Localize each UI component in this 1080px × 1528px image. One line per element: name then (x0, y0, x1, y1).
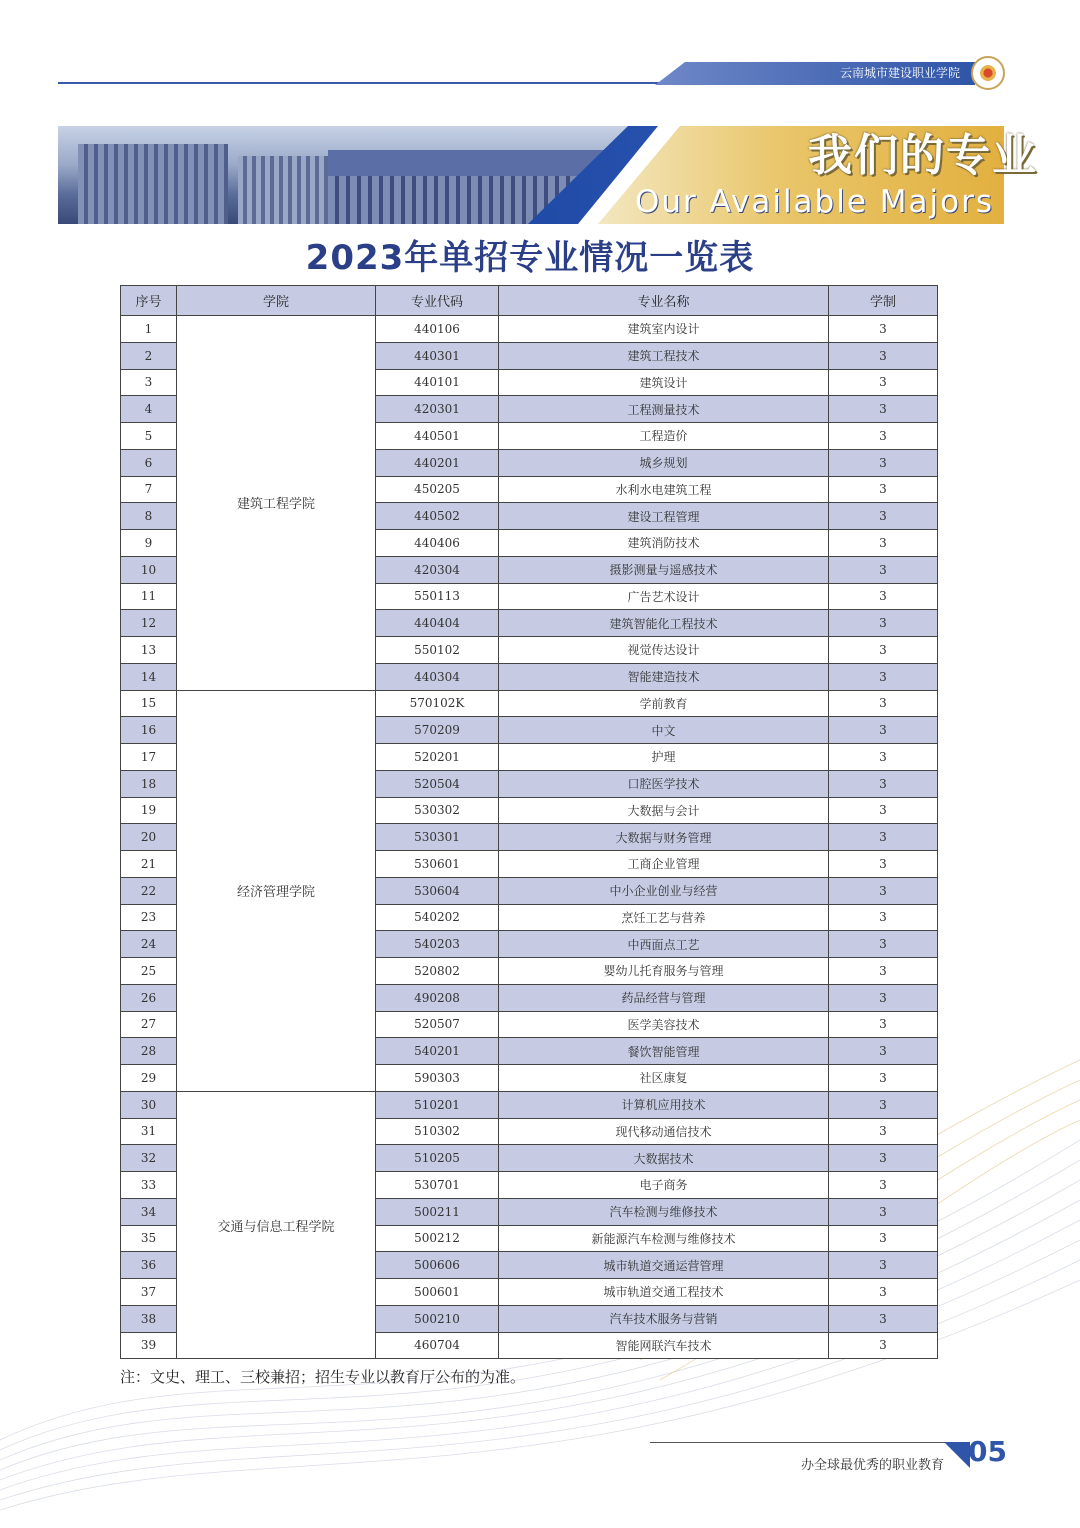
cell-major: 建筑设计 (499, 369, 829, 396)
cell-code: 510205 (376, 1145, 499, 1172)
cell-index: 30 (121, 1091, 177, 1118)
cell-duration: 3 (829, 931, 938, 958)
cell-index: 20 (121, 824, 177, 851)
cell-college: 经济管理学院 (177, 690, 376, 1091)
cell-index: 36 (121, 1252, 177, 1279)
cell-code: 510201 (376, 1091, 499, 1118)
college-logo-icon (971, 56, 1005, 90)
cell-major: 摄影测量与遥感技术 (499, 556, 829, 583)
cell-index: 32 (121, 1145, 177, 1172)
majors-table (120, 285, 938, 1359)
cell-major: 新能源汽车检测与维修技术 (499, 1225, 829, 1252)
cell-duration: 3 (829, 556, 938, 583)
banner-title-en: Our Available Majors (634, 184, 994, 220)
table-row (121, 1091, 938, 1118)
cell-major: 大数据与会计 (499, 797, 829, 824)
cell-major: 电子商务 (499, 1172, 829, 1199)
cell-code: 500212 (376, 1225, 499, 1252)
cell-index: 25 (121, 958, 177, 985)
cell-code: 440304 (376, 663, 499, 690)
cell-code: 440404 (376, 610, 499, 637)
banner (58, 126, 1038, 224)
cell-code: 500210 (376, 1305, 499, 1332)
header-cell-major: 专业名称 (499, 286, 829, 316)
cell-duration: 3 (829, 342, 938, 369)
cell-code: 540202 (376, 904, 499, 931)
cell-major: 大数据技术 (499, 1145, 829, 1172)
cell-major: 智能网联汽车技术 (499, 1332, 829, 1359)
page-number: 05 (968, 1435, 1007, 1468)
cell-duration: 3 (829, 1172, 938, 1199)
cell-duration: 3 (829, 610, 938, 637)
cell-major: 烹饪工艺与营养 (499, 904, 829, 931)
cell-index: 18 (121, 770, 177, 797)
page-title: 2023年单招专业情况一览表 (305, 238, 755, 278)
cell-index: 31 (121, 1118, 177, 1145)
table-row (121, 690, 938, 717)
cell-index: 34 (121, 1198, 177, 1225)
cell-index: 14 (121, 663, 177, 690)
cell-duration: 3 (829, 1332, 938, 1359)
cell-duration: 3 (829, 744, 938, 771)
cell-duration: 3 (829, 396, 938, 423)
cell-duration: 3 (829, 1198, 938, 1225)
cell-duration: 3 (829, 530, 938, 557)
cell-major: 药品经营与管理 (499, 984, 829, 1011)
cell-index: 9 (121, 530, 177, 557)
cell-code: 460704 (376, 1332, 499, 1359)
cell-major: 广告艺术设计 (499, 583, 829, 610)
cell-duration: 3 (829, 1279, 938, 1306)
cell-index: 39 (121, 1332, 177, 1359)
cell-duration: 3 (829, 851, 938, 878)
cell-duration: 3 (829, 1038, 938, 1065)
cell-major: 建筑消防技术 (499, 530, 829, 557)
cell-index: 23 (121, 904, 177, 931)
cell-major: 工商企业管理 (499, 851, 829, 878)
cell-duration: 3 (829, 770, 938, 797)
cell-index: 24 (121, 931, 177, 958)
table-row (121, 316, 938, 343)
cell-duration: 3 (829, 984, 938, 1011)
cell-duration: 3 (829, 904, 938, 931)
header-cell-code: 专业代码 (376, 286, 499, 316)
cell-code: 530302 (376, 797, 499, 824)
cell-index: 13 (121, 637, 177, 664)
header-rule (58, 82, 678, 84)
cell-index: 6 (121, 449, 177, 476)
cell-major: 城乡规划 (499, 449, 829, 476)
cell-major: 口腔医学技术 (499, 770, 829, 797)
cell-index: 7 (121, 476, 177, 503)
cell-index: 17 (121, 744, 177, 771)
cell-major: 现代移动通信技术 (499, 1118, 829, 1145)
cell-major: 水利水电建筑工程 (499, 476, 829, 503)
cell-index: 33 (121, 1172, 177, 1199)
cell-major: 学前教育 (499, 690, 829, 717)
cell-major: 建筑工程技术 (499, 342, 829, 369)
cell-index: 10 (121, 556, 177, 583)
cell-index: 12 (121, 610, 177, 637)
cell-major: 婴幼儿托育服务与管理 (499, 958, 829, 985)
cell-code: 440106 (376, 316, 499, 343)
cell-duration: 3 (829, 1305, 938, 1332)
cell-duration: 3 (829, 1065, 938, 1092)
cell-code: 570102K (376, 690, 499, 717)
cell-index: 28 (121, 1038, 177, 1065)
cell-code: 550113 (376, 583, 499, 610)
cell-index: 29 (121, 1065, 177, 1092)
cell-index: 26 (121, 984, 177, 1011)
cell-index: 4 (121, 396, 177, 423)
cell-duration: 3 (829, 449, 938, 476)
cell-college: 建筑工程学院 (177, 316, 376, 691)
cell-duration: 3 (829, 877, 938, 904)
cell-code: 570209 (376, 717, 499, 744)
table-header-row (121, 286, 938, 316)
cell-index: 22 (121, 877, 177, 904)
cell-index: 21 (121, 851, 177, 878)
cell-index: 1 (121, 316, 177, 343)
cell-college: 交通与信息工程学院 (177, 1091, 376, 1359)
cell-duration: 3 (829, 717, 938, 744)
header-college-name: 云南城市建设职业学院 (839, 66, 960, 80)
cell-major: 智能建造技术 (499, 663, 829, 690)
header-cell-index: 序号 (121, 286, 177, 316)
cell-duration: 3 (829, 369, 938, 396)
cell-code: 490208 (376, 984, 499, 1011)
cell-major: 中文 (499, 717, 829, 744)
cell-code: 440301 (376, 342, 499, 369)
cell-duration: 3 (829, 423, 938, 450)
cell-code: 440406 (376, 530, 499, 557)
footnote: 注：文史、理工、三校兼招；招生专业以教育厅公布的为准。 (120, 1368, 526, 1386)
cell-index: 19 (121, 797, 177, 824)
cell-code: 520802 (376, 958, 499, 985)
cell-index: 38 (121, 1305, 177, 1332)
cell-major: 护理 (499, 744, 829, 771)
cell-duration: 3 (829, 824, 938, 851)
cell-code: 520201 (376, 744, 499, 771)
cell-code: 440201 (376, 449, 499, 476)
cell-major: 工程测量技术 (499, 396, 829, 423)
cell-index: 15 (121, 690, 177, 717)
cell-index: 27 (121, 1011, 177, 1038)
cell-major: 建筑智能化工程技术 (499, 610, 829, 637)
cell-duration: 3 (829, 958, 938, 985)
cell-duration: 3 (829, 503, 938, 530)
header-cell-duration: 学制 (829, 286, 938, 316)
cell-index: 3 (121, 369, 177, 396)
cell-major: 中小企业创业与经营 (499, 877, 829, 904)
cell-code: 530301 (376, 824, 499, 851)
footer-rule (650, 1442, 950, 1443)
cell-code: 420304 (376, 556, 499, 583)
cell-major: 医学美容技术 (499, 1011, 829, 1038)
cell-code: 520504 (376, 770, 499, 797)
cell-code: 550102 (376, 637, 499, 664)
cell-duration: 3 (829, 663, 938, 690)
cell-duration: 3 (829, 1011, 938, 1038)
cell-index: 35 (121, 1225, 177, 1252)
cell-code: 440501 (376, 423, 499, 450)
cell-major: 汽车技术服务与营销 (499, 1305, 829, 1332)
cell-duration: 3 (829, 1225, 938, 1252)
cell-index: 11 (121, 583, 177, 610)
cell-duration: 3 (829, 690, 938, 717)
cell-code: 590303 (376, 1065, 499, 1092)
cell-index: 16 (121, 717, 177, 744)
cell-code: 530604 (376, 877, 499, 904)
cell-duration: 3 (829, 583, 938, 610)
cell-major: 大数据与财务管理 (499, 824, 829, 851)
cell-duration: 3 (829, 637, 938, 664)
header-cell-college: 学院 (177, 286, 376, 316)
cell-major: 建筑室内设计 (499, 316, 829, 343)
cell-duration: 3 (829, 1091, 938, 1118)
cell-index: 37 (121, 1279, 177, 1306)
cell-duration: 3 (829, 316, 938, 343)
cell-code: 500211 (376, 1198, 499, 1225)
cell-major: 工程造价 (499, 423, 829, 450)
cell-major: 社区康复 (499, 1065, 829, 1092)
footer-slogan: 办全球最优秀的职业教育 (800, 1458, 944, 1473)
cell-duration: 3 (829, 476, 938, 503)
cell-code: 530601 (376, 851, 499, 878)
cell-major: 城市轨道交通运营管理 (499, 1252, 829, 1279)
cell-code: 540203 (376, 931, 499, 958)
cell-duration: 3 (829, 1118, 938, 1145)
banner-title-cn: 我们的专业 (808, 130, 1038, 181)
cell-major: 餐饮智能管理 (499, 1038, 829, 1065)
cell-code: 500606 (376, 1252, 499, 1279)
cell-code: 440101 (376, 369, 499, 396)
cell-code: 450205 (376, 476, 499, 503)
cell-code: 500601 (376, 1279, 499, 1306)
cell-major: 建设工程管理 (499, 503, 829, 530)
cell-major: 中西面点工艺 (499, 931, 829, 958)
cell-duration: 3 (829, 797, 938, 824)
cell-index: 5 (121, 423, 177, 450)
cell-code: 420301 (376, 396, 499, 423)
cell-code: 530701 (376, 1172, 499, 1199)
cell-duration: 3 (829, 1252, 938, 1279)
cell-code: 520507 (376, 1011, 499, 1038)
cell-code: 540201 (376, 1038, 499, 1065)
cell-major: 城市轨道交通工程技术 (499, 1279, 829, 1306)
cell-major: 汽车检测与维修技术 (499, 1198, 829, 1225)
cell-index: 2 (121, 342, 177, 369)
cell-duration: 3 (829, 1145, 938, 1172)
cell-major: 计算机应用技术 (499, 1091, 829, 1118)
cell-index: 8 (121, 503, 177, 530)
cell-code: 510302 (376, 1118, 499, 1145)
cell-major: 视觉传达设计 (499, 637, 829, 664)
cell-code: 440502 (376, 503, 499, 530)
